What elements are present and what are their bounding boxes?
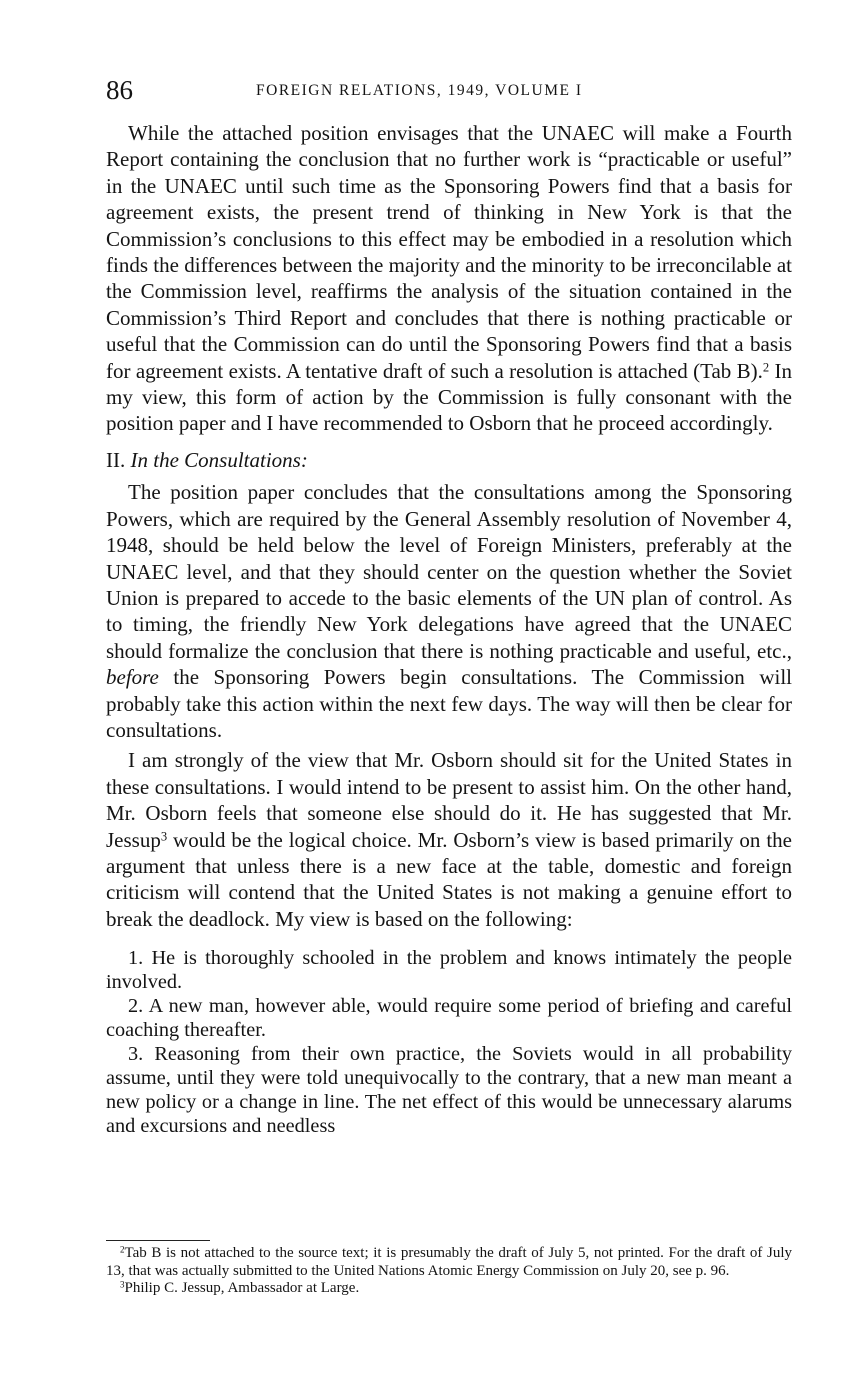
paragraph-osborn-view bbox=[106, 747, 792, 932]
section-heading bbox=[106, 447, 792, 473]
footnote-3 bbox=[106, 1280, 792, 1298]
paragraph-text-tail: In my view, this form of action by the Commission is fully consonant with the position paper and I have recommended to Osborn that he proceed accordingly. bbox=[106, 358, 792, 436]
paragraph-text-tail: would be the logical choice. Mr. Osborn’s view is based primarily on the argument that unless there is a new face at the table, domestic and foreign criticism will contend that the United States is not making a genuine effort to break the deadlock. My view is based on the following: bbox=[106, 827, 792, 931]
footnote-text: Philip C. Jessup, Ambassador at Large. bbox=[124, 1280, 360, 1296]
paragraph-text: I am strongly of the view that Mr. Osborn should sit for the United States in these consultations. I would intend to be present to assist him. On the other hand, Mr. Osborn feels that someone else should do it. He has suggested that Mr. Jessup bbox=[106, 748, 792, 852]
footnote-divider bbox=[106, 1240, 210, 1241]
page-header bbox=[106, 74, 666, 108]
footnote-mark: 2 bbox=[120, 1244, 125, 1255]
paragraph-text: The position paper concludes that the consultations among the Sponsoring Powers, which are required by the General Assembly resolution of November 4, 1948, should be held below the level of Foreign Ministers, preferably at the UNAEC level, and that they should center on the question whether the Soviet Union is prepared to accede to the basic elements of the UN plan of control. As to timing, the friendly New York delegations have agreed that the UNAEC should formalize the conclusion that there is nothing practicable and useful, etc., bbox=[106, 480, 792, 663]
running-title: FOREIGN RELATIONS, 1949, VOLUME I bbox=[256, 82, 583, 99]
footnote-mark: 3 bbox=[120, 1279, 125, 1290]
footnote-ref-3: 3 bbox=[160, 829, 168, 844]
emphasis-before: before bbox=[106, 665, 159, 690]
section-title: In the Consultations: bbox=[130, 447, 308, 472]
paragraph-position-paper bbox=[106, 479, 792, 743]
body-text bbox=[106, 120, 792, 1138]
page-number: 86 bbox=[106, 75, 133, 105]
section-numeral: II. bbox=[106, 447, 131, 472]
paragraph-text: While the attached position envisages that the UNAEC will make a Fourth Report containing the conclusion that no further work is “practicable or useful” in the UNAEC until such time as the Sponsoring Powers find that a basis for agreement exists, the present trend of thinking in New York is that the Commission’s conclusions to this effect may be embodied in a resolution which finds the differences between the majority and the minority to be irreconcilable at the Commission level, reaffirms the analysis of the situation contained in the Commission’s Third Report and concludes that there is nothing practicable or useful that the Commission can do until the Sponsoring Powers find that a basis for agreement exists. A tentative draft of such a resolution is attached (Tab B). bbox=[106, 121, 792, 383]
paragraph-unaec-fourth-report bbox=[106, 120, 792, 437]
list-item: 3. Reasoning from their own practice, the Soviets would in all probability assume, until they were told unequivocally to the contrary, that a new man meant a new policy or a change in line. The net effect of this would be unnecessary alarums and excursions and needless bbox=[106, 1043, 792, 1138]
footnote-ref-2: 2 bbox=[762, 360, 770, 375]
footnote-text: Tab B is not attached to the source text; it is presumably the draft of July 5, not printed. For the draft of July 13, that was actually submitted to the United Nations Atomic Energy Commission on July 20, see p. 96. bbox=[106, 1245, 792, 1279]
footnote-2 bbox=[106, 1245, 792, 1280]
list-item: 1. He is thoroughly schooled in the problem and knows intimately the people involved. bbox=[106, 947, 792, 994]
list-item: 2. A new man, however able, would require some period of briefing and careful coaching thereafter. bbox=[106, 995, 792, 1042]
paragraph-text-tail: the Sponsoring Powers begin consultations. The Commission will probably take this action within the next few days. The way will then be clear for consultations. bbox=[106, 665, 792, 742]
footnotes bbox=[106, 1240, 792, 1298]
